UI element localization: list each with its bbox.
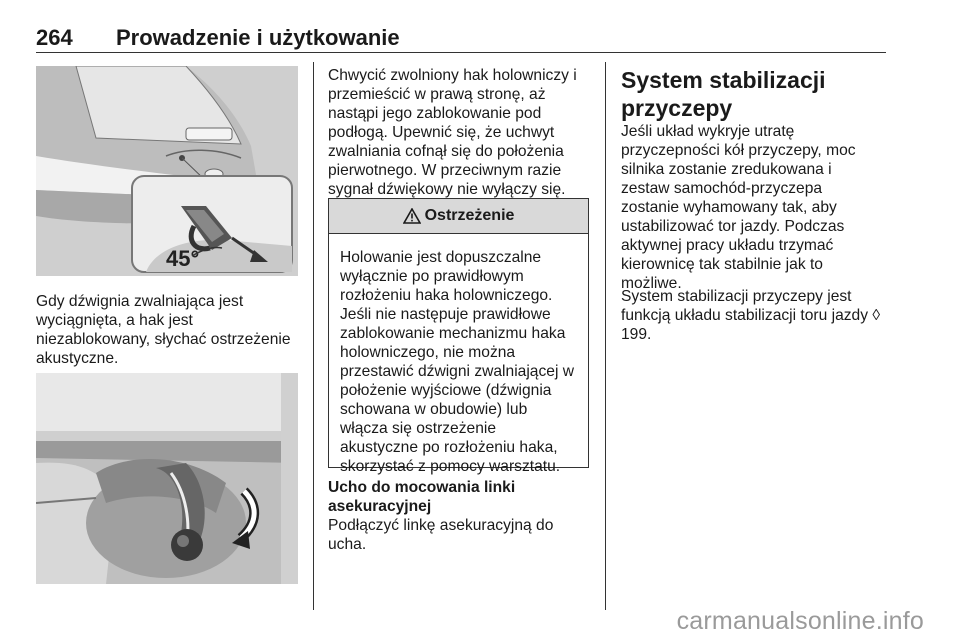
paragraph-stability-reference: System stabilizacji przyczepy jest funkcją układu stabilizacji toru jazdy ◊ 199. (621, 288, 881, 343)
warning-triangle-icon (403, 208, 421, 224)
subheading-safety-eye: Ucho do mocowania linki asekuracyjnej (328, 479, 516, 515)
figure-car-rear-towbar (36, 66, 298, 276)
watermark: carmanualsonline.info (676, 607, 924, 635)
page-header (36, 22, 886, 53)
paragraph-trailer-stability: Jeśli układ wykryje utratę przyczepności kół przyczepy, moc silnika zostanie zredukowana i zestaw samochód-przyczepa zostanie wyhamowany tak, aby ustabilizować tor jazdy. Podczas aktywnej pracy układu trzymać kierownicę tak stabilnie jak to możliwe. (621, 123, 856, 292)
figure-tow-hook-closeup (36, 373, 298, 584)
column-divider (605, 62, 606, 610)
angle-label: 45° (166, 246, 200, 271)
paragraph-hook-stow: Chwycić zwolniony hak holowniczy i przemieścić w prawą stronę, aż nastąpi jego zablokowanie pod podłogą. Upewnić się, że uchwyt zwalniania cofnął się do położenia pierwotnego. W przeciwnym razie sygnał dźwiękowy nie wyłączy się. (328, 67, 577, 198)
warning-box (328, 198, 589, 475)
warning-header (329, 199, 588, 234)
page-number: 264 (36, 25, 73, 50)
page-title: Prowadzenie i użytkowanie (116, 25, 400, 50)
paragraph-safety-cable: Podłączyć linkę asekuracyjną do ucha. (328, 517, 554, 553)
paragraph-release-lever: Gdy dźwignia zwalniająca jest wyciągnięta, a hak jest niezablokowany, słychać ostrzeżenie akustyczne. (36, 293, 291, 367)
warning-title: Ostrzeżenie (424, 207, 515, 224)
warning-text: Holowanie jest dopuszczalne wyłącznie po prawidłowym rozłożeniu haka holowniczego. Jeśli nie następuje prawidłowe zablokowanie mechanizmu haka holowniczego, nie można przestawić dźwigni zwalniającej w położenie wyjściowe (dźwignia schowana w obudowie) lub włącza się ostrzeżenie akustyczne po rozłożeniu haka, skorzystać z pomocy warsztatu. (340, 249, 574, 475)
section-title-trailer-stability: System stabilizacji przyczepy (621, 67, 826, 121)
column-divider (313, 62, 314, 610)
